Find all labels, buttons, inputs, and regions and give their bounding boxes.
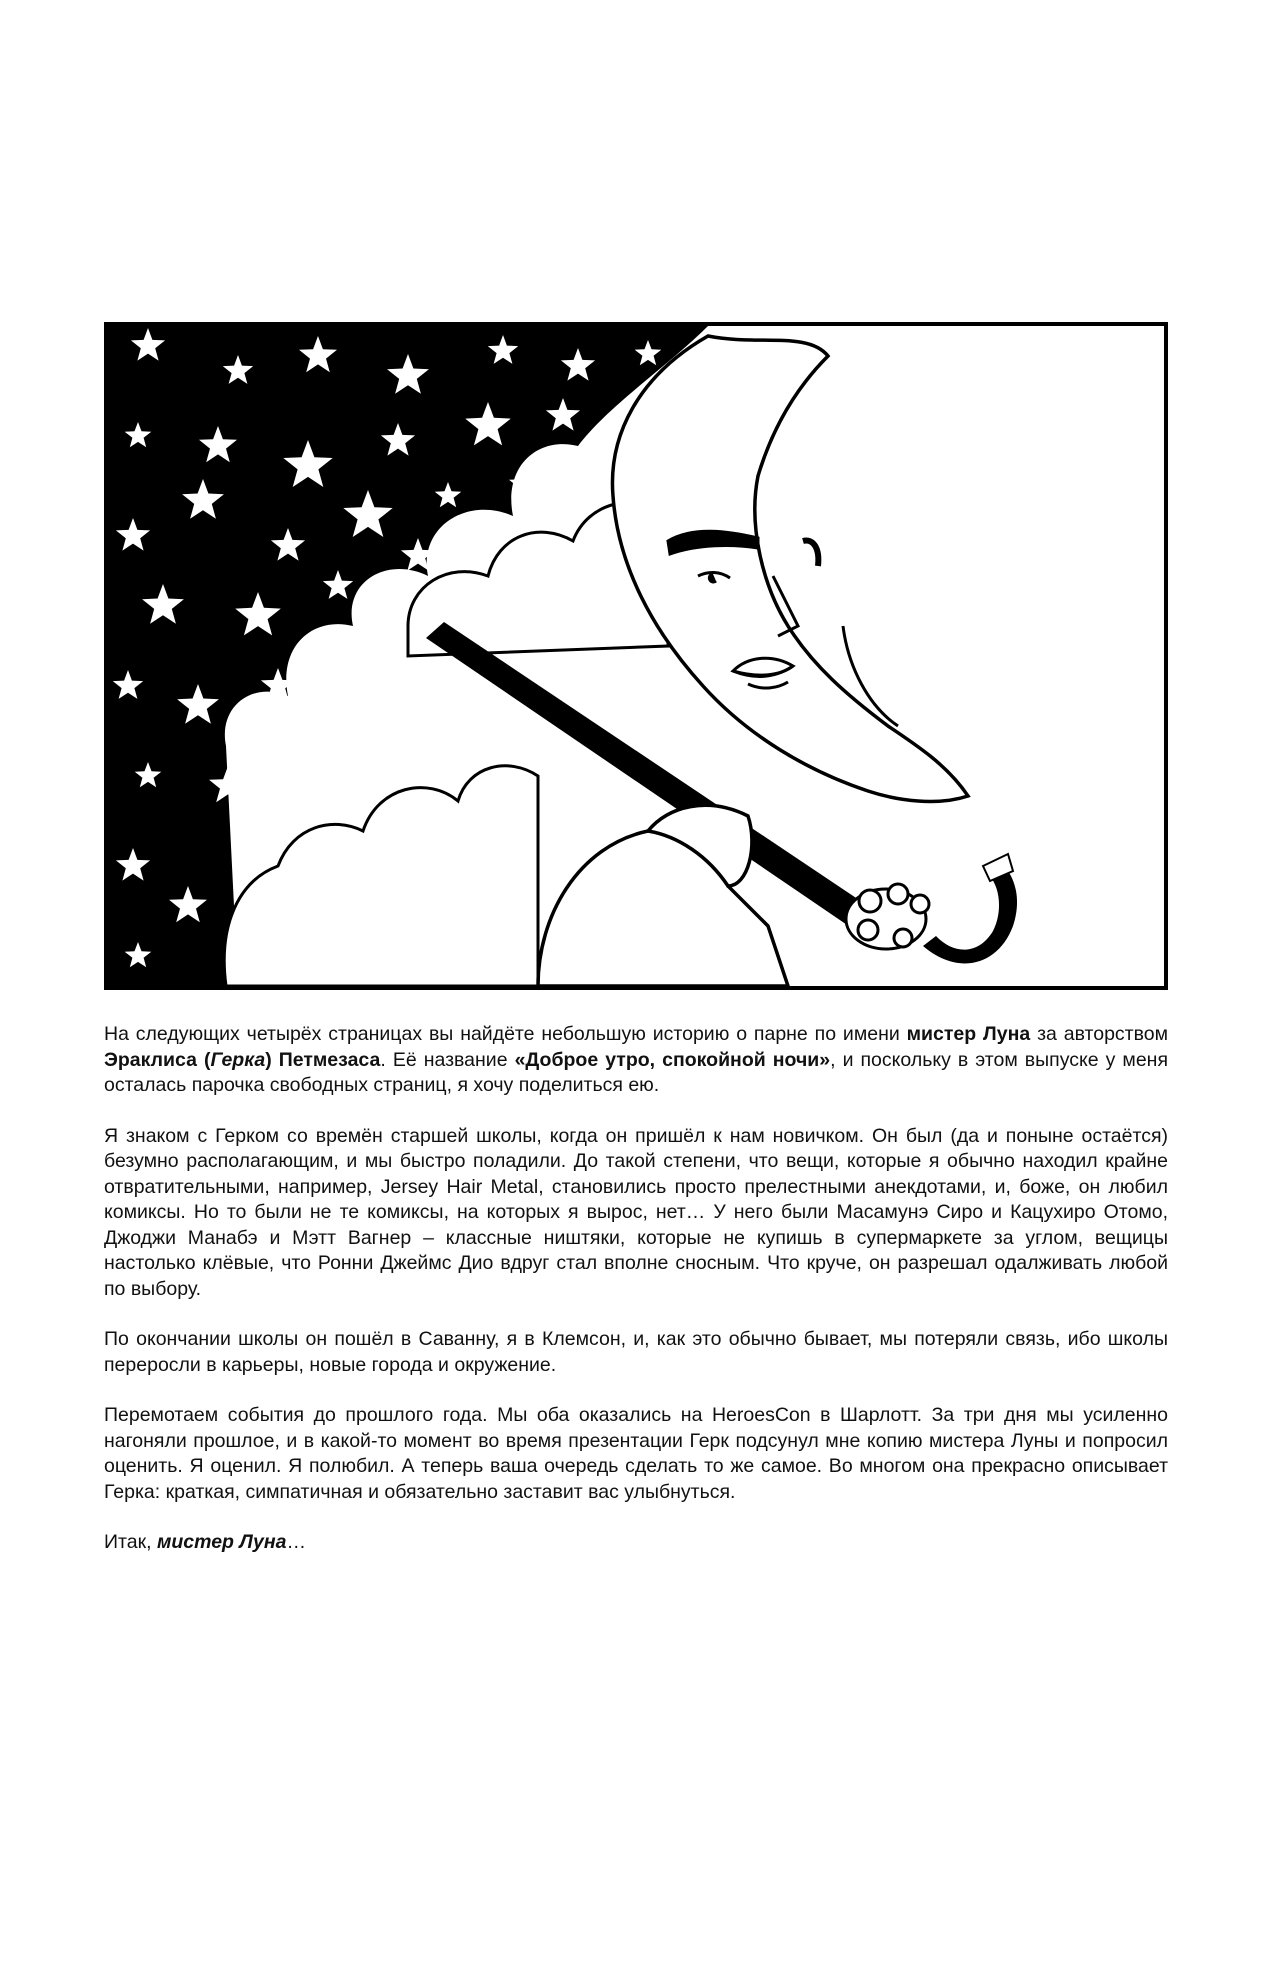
hand-icon <box>846 884 929 949</box>
paragraph-2: Я знаком с Герком со времён старшей школы, когда он пришёл к нам новичком. Он был (да и поныне остаётся) безумно располагающим, и мы быстро поладили. До такой степени, что вещи, которые я обычно находил крайне отвратительными, например, Jersey Hair Metal, становились просто прелестными анекдотами, и, боже, он любил комиксы. Но то были не те комиксы, на которых я вырос, нет… У него были Масамунэ Сиро и Кацухиро Отомо, Джоджи Манабэ и Мэтт Вагнер – классные ништяки, которые не купишь в супермаркете за углом, вещицы настолько клёвые, что Ронни Джеймс Дио вдруг стал вполне сносным. Что круче, он разрешал одалживать любой по выбору. <box>104 1124 1168 1300</box>
paragraph-1 <box>104 1022 1168 1099</box>
bold-italic-text: мистер Луна <box>156 1531 287 1553</box>
bold-text: «Доброе утро, спокойной ночи» <box>514 1048 831 1071</box>
text-span: . Её название <box>380 1048 515 1071</box>
text-span: Итак, <box>104 1531 157 1553</box>
star-icon <box>288 740 318 769</box>
paragraph-4: Перемотаем события до прошлого года. Мы оба оказались на HeroesCon в Шарлотт. За три дня мы усиленно нагоняли прошлое, и в какой-то момент во время презентации Герк подсунул мне копию мистера Луны и попросил оценить. Я оценил. Я полюбил. А теперь ваша очередь сделать то же самое. Во многом она прекрасно описывает Герка: краткая, симпатичная и обязательно заставит вас улыбнуться. <box>104 1404 1168 1503</box>
text-span: … <box>286 1531 306 1553</box>
bold-text: ) Петмезаса <box>265 1048 381 1071</box>
moon-illustration <box>108 326 1164 986</box>
figure-body <box>538 805 788 986</box>
star-icon <box>341 638 375 671</box>
bold-text: мистер Луна <box>906 1023 1031 1045</box>
intro-article <box>104 1022 1168 1581</box>
moon-crescent <box>612 336 968 801</box>
text-span: На следующих четырёх страницах вы найдёте небольшую историю о парне по имени <box>104 1023 907 1045</box>
paragraph-3: По окончании школы он пошёл в Саванну, я в Клемсон, и, как это обычно бывает, мы потеряли связь, ибо школы переросли в карьеры, новые города и окружение. <box>104 1328 1168 1376</box>
comic-panel <box>104 322 1168 990</box>
paragraph-5 <box>104 1530 1168 1556</box>
bold-italic-text: Герка <box>210 1048 266 1071</box>
text-span: , и поскольку в этом выпуске у меня осталась парочка свободных страниц, я хочу поделиться ею. <box>104 1048 1169 1096</box>
text-span: за авторством <box>1030 1023 1168 1045</box>
bold-text: Эраклиса ( <box>104 1048 211 1071</box>
